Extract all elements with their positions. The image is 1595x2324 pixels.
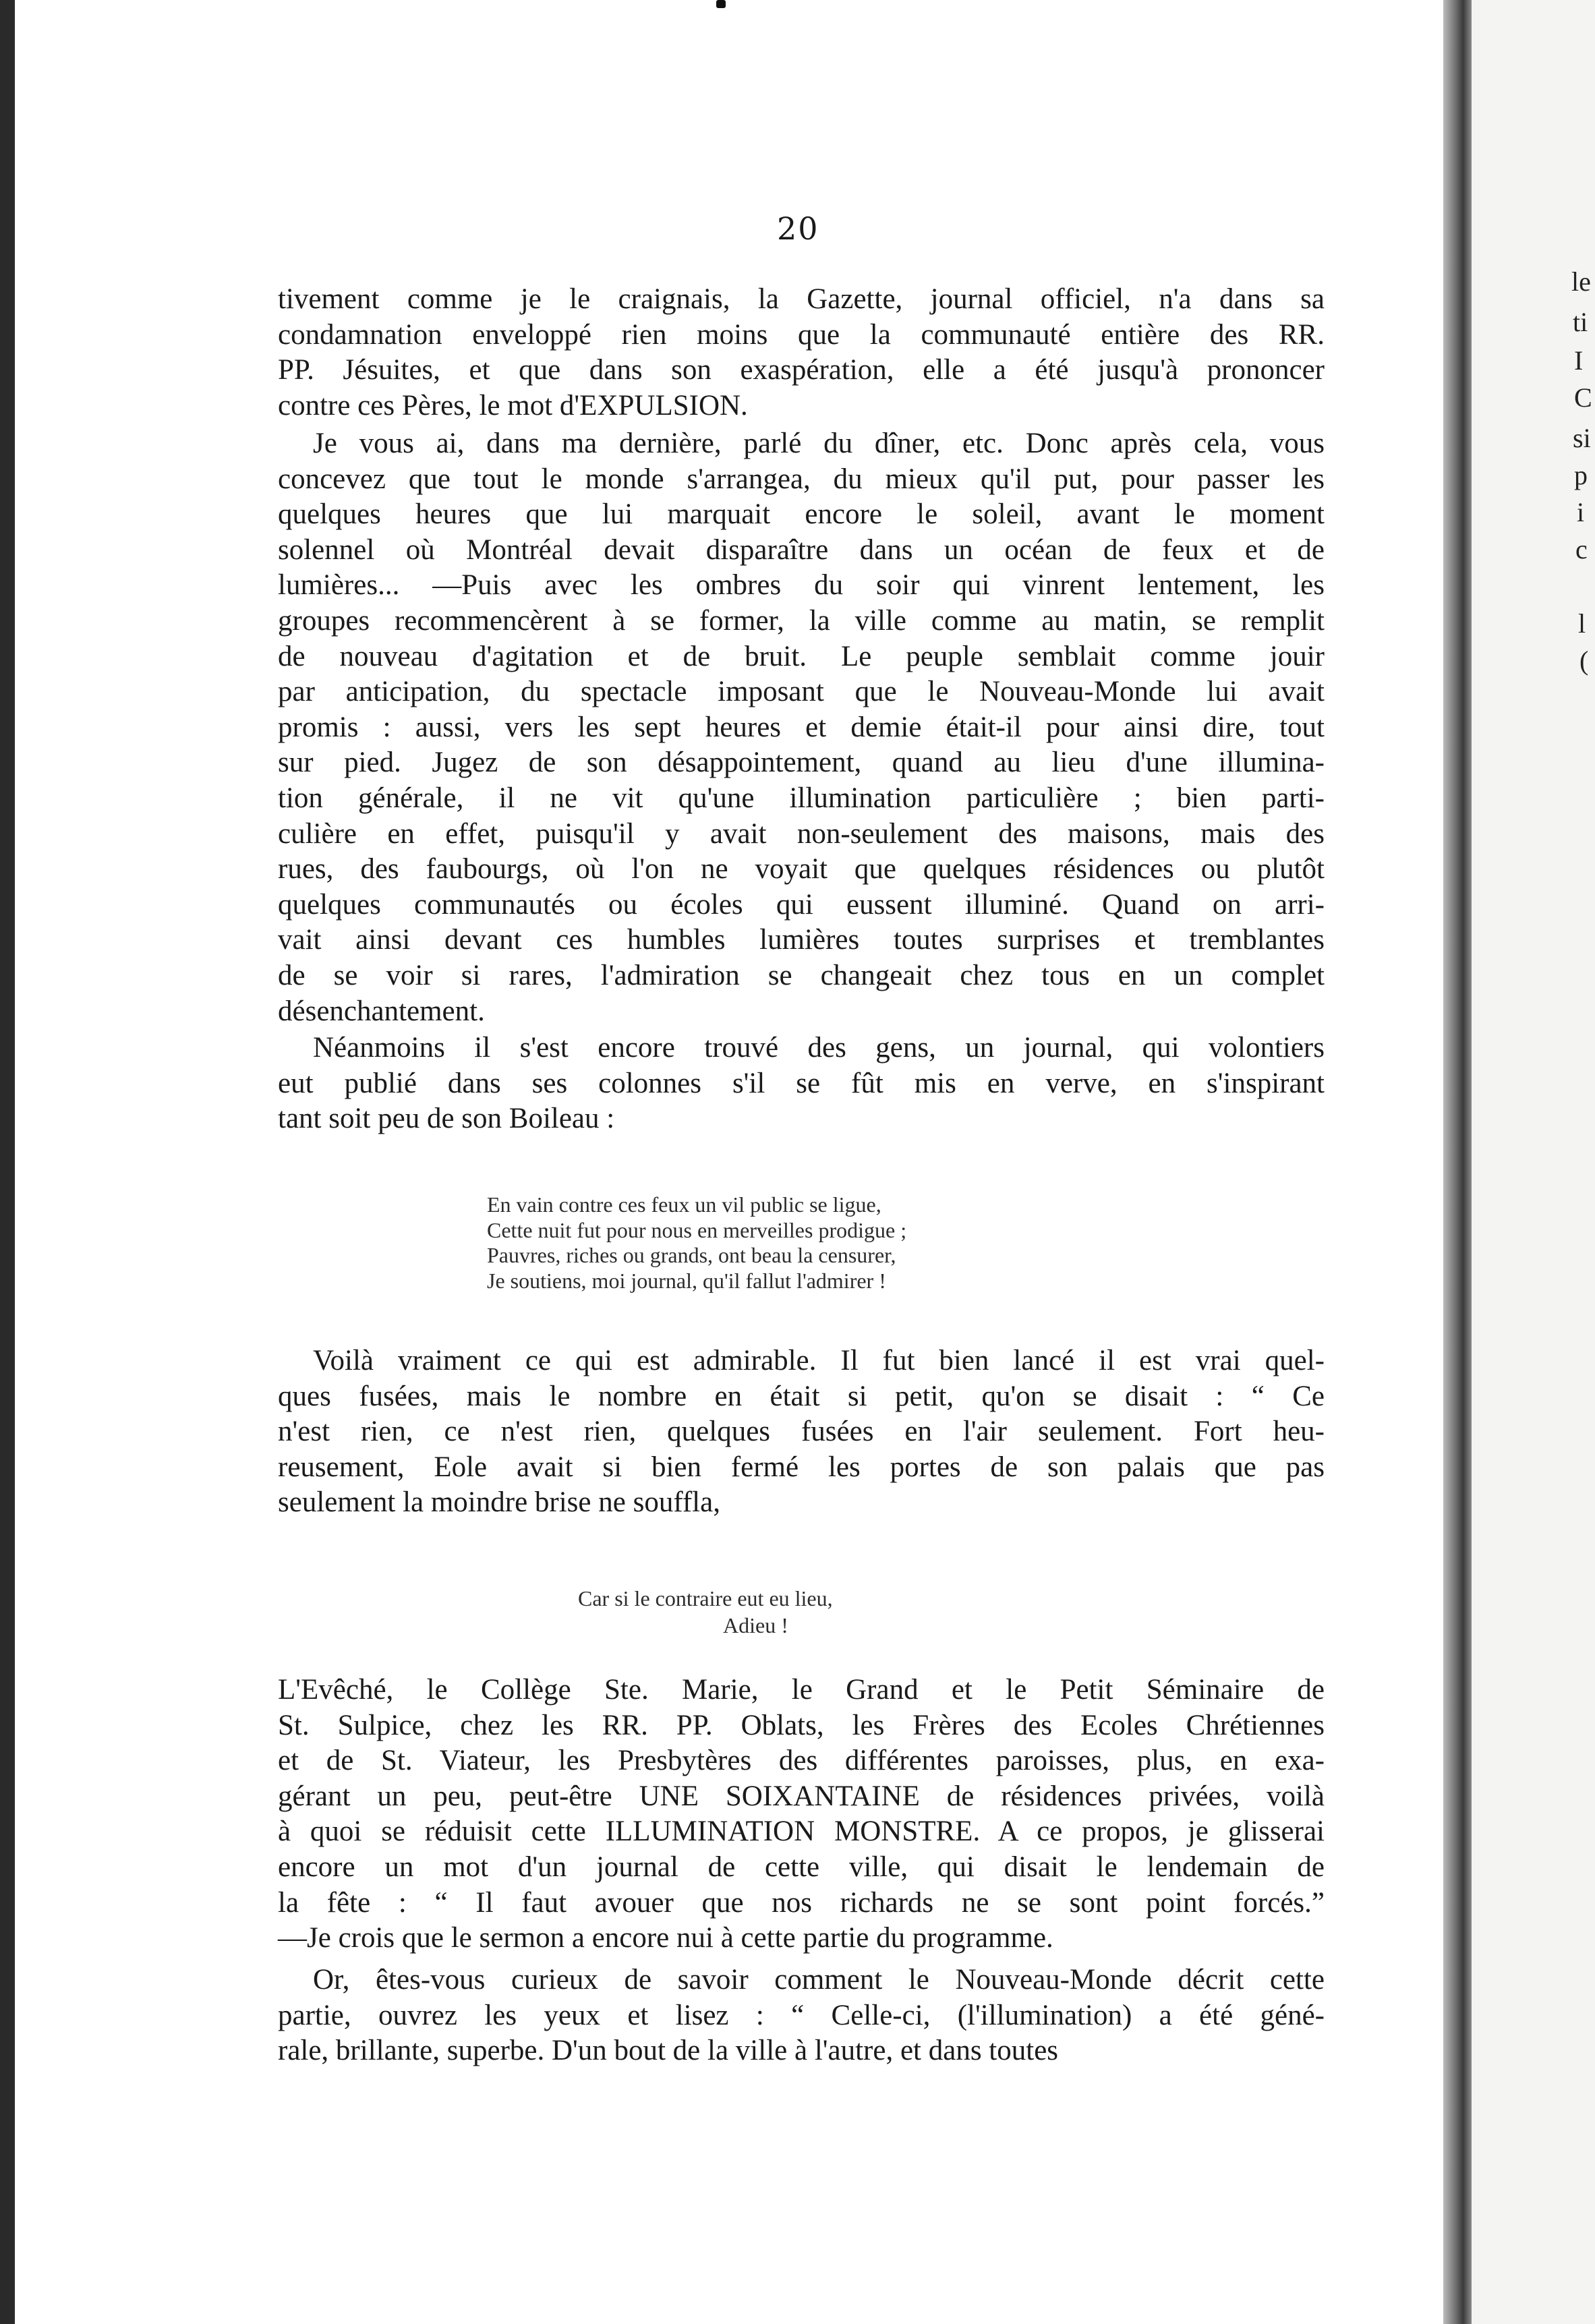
text-line: désenchantement.	[278, 995, 485, 1027]
text-line: la fête : “ Il faut avouer que nos richards ne se sont point forcés.”	[278, 1886, 1325, 1919]
text-line: par anticipation, du spectacle imposant que le Nouveau-Monde lui avait	[278, 676, 1325, 708]
text-line: promis : aussi, vers les sept heures et demie était-il pour ainsi dire, tout	[278, 711, 1325, 743]
paragraph-6	[278, 1963, 1325, 2069]
text-line: eut publié dans ses colonnes s'il se fût mis en verve, en s'inspirant	[278, 1067, 1325, 1099]
verse-line: Cette nuit fut pour nous en merveilles prodigue ;	[487, 1217, 907, 1242]
adjacent-page-fragment: l	[1578, 608, 1586, 639]
text-line: Je vous ai, dans ma dernière, parlé du dîner, etc. Donc après cela, vous	[313, 428, 1325, 459]
text-line: gérant un peu, peut-être UNE SOIXANTAINE de résidences privées, voilà	[278, 1780, 1325, 1812]
scan-left-edge	[0, 0, 15, 2324]
text-line: vait ainsi devant ces humbles lumières toutes surprises et tremblantes	[278, 924, 1325, 956]
paragraph-5	[278, 1673, 1325, 1956]
text-line: et de St. Viateur, les Presbytères des différentes paroisses, plus, en exa-	[278, 1745, 1325, 1777]
text-line: Néanmoins il s'est encore trouvé des gens, un journal, qui volontiers	[313, 1032, 1325, 1064]
text-line: n'est rien, ce n'est rien, quelques fusées en l'air seulement. Fort heu-	[278, 1416, 1325, 1448]
text-line: PP. Jésuites, et que dans son exaspération, elle a été jusqu'à prononcer	[278, 354, 1325, 386]
verse-line: Adieu !	[723, 1613, 788, 1637]
text-line: sur pied. Jugez de son désappointement, quand au lieu d'une illumina-	[278, 747, 1325, 779]
text-line: Or, êtes-vous curieux de savoir comment le Nouveau-Monde décrit cette	[313, 1964, 1325, 1996]
adjacent-page-fragment: (	[1579, 645, 1589, 676]
adjacent-page-fragment: ti	[1573, 307, 1588, 337]
text-line: de se voir si rares, l'admiration se changeait chez tous en un complet	[278, 959, 1325, 991]
adjacent-page-fragment: C	[1574, 382, 1592, 413]
text-line: L'Evêché, le Collège Ste. Marie, le Grand et le Petit Séminaire de	[278, 1674, 1325, 1706]
adjacent-page-edge	[1472, 0, 1595, 2324]
paragraph-3	[278, 1030, 1325, 1137]
text-line: solennel où Montréal devait disparaître dans un océan de feux et de	[278, 533, 1325, 566]
text-line: tant soit peu de son Boileau :	[278, 1103, 615, 1135]
book-gutter	[1443, 0, 1472, 2324]
text-line: reusement, Eole avait si bien fermé les portes de son palais que pas	[278, 1451, 1325, 1483]
text-line: encore un mot d'un journal de cette ville, qui disait le lendemain de	[278, 1851, 1325, 1883]
paragraph-1	[278, 282, 1325, 424]
verse-line: En vain contre ces feux un vil public se ligue,	[487, 1192, 881, 1217]
adjacent-page-fragment: i	[1577, 497, 1585, 527]
text-line: à quoi se réduisit cette ILLUMINATION MONSTRE. A ce propos, je glisserai	[278, 1815, 1325, 1848]
text-line: quelques communautés ou écoles qui eussent illuminé. Quand on arri-	[278, 888, 1325, 921]
text-line: concevez que tout le monde s'arrangea, du mieux qu'il put, pour passer les	[278, 463, 1325, 495]
paragraph-4	[278, 1343, 1325, 1521]
text-line: rues, des faubourgs, où l'on ne voyait que quelques résidences ou plutôt	[278, 853, 1325, 885]
text-line: ques fusées, mais le nombre en était si petit, qu'on se disait : “ Ce	[278, 1380, 1325, 1412]
text-line: rale, brillante, superbe. D'un bout de la ville à l'autre, et dans toutes	[278, 2035, 1059, 2067]
text-line: Voilà vraiment ce qui est admirable. Il fut bien lancé il est vrai quel-	[313, 1345, 1325, 1376]
text-line: groupes recommencèrent à se former, la ville comme au matin, se remplit	[278, 604, 1325, 637]
text-line: contre ces Pères, le mot d'EXPULSION.	[278, 389, 748, 422]
verse-line: Pauvres, riches ou grands, ont beau la censurer,	[487, 1243, 896, 1267]
text-line: lumières... —Puis avec les ombres du soir qui vinrent lentement, les	[278, 569, 1325, 602]
adjacent-page-fragment: le	[1571, 266, 1591, 297]
text-line: St. Sulpice, chez les RR. PP. Oblats, les Frères des Ecoles Chrétiennes	[278, 1709, 1325, 1741]
text-line: seulement la moindre brise ne souffla,	[278, 1486, 720, 1519]
adjacent-page-fragment: si	[1573, 423, 1591, 453]
verse-line: Je soutiens, moi journal, qu'il fallut l'admirer !	[487, 1268, 886, 1293]
text-line: tivement comme je le craignais, la Gazette, journal officiel, n'a dans sa	[278, 283, 1325, 315]
text-line: de nouveau d'agitation et de bruit. Le peuple semblait comme jouir	[278, 640, 1325, 672]
scan-speck	[716, 0, 726, 8]
adjacent-page-fragment: I	[1574, 345, 1584, 376]
text-line: partie, ouvrez les yeux et lisez : “ Celle-ci, (l'illumination) a été géné-	[278, 1999, 1325, 2031]
text-line: condamnation enveloppé rien moins que la communauté entière des RR.	[278, 318, 1325, 351]
page-number: 20	[777, 210, 819, 247]
text-line: quelques heures que lui marquait encore le soleil, avant le moment	[278, 498, 1325, 531]
poem-quotation	[487, 1192, 906, 1294]
text-line: —Je crois que le sermon a encore nui à cette partie du programme.	[278, 1922, 1053, 1954]
paragraph-2	[278, 426, 1325, 1029]
adjacent-page-fragment: c	[1575, 534, 1588, 564]
text-line: tion générale, il ne vit qu'une illumination particulière ; bien parti-	[278, 782, 1325, 814]
text-line: culière en effet, puisqu'il y avait non-seulement des maisons, mais des	[278, 817, 1325, 850]
verse-line: Car si le contraire eut eu lieu,	[578, 1586, 833, 1610]
couplet-quotation	[578, 1585, 833, 1639]
adjacent-page-fragment: p	[1574, 460, 1588, 490]
